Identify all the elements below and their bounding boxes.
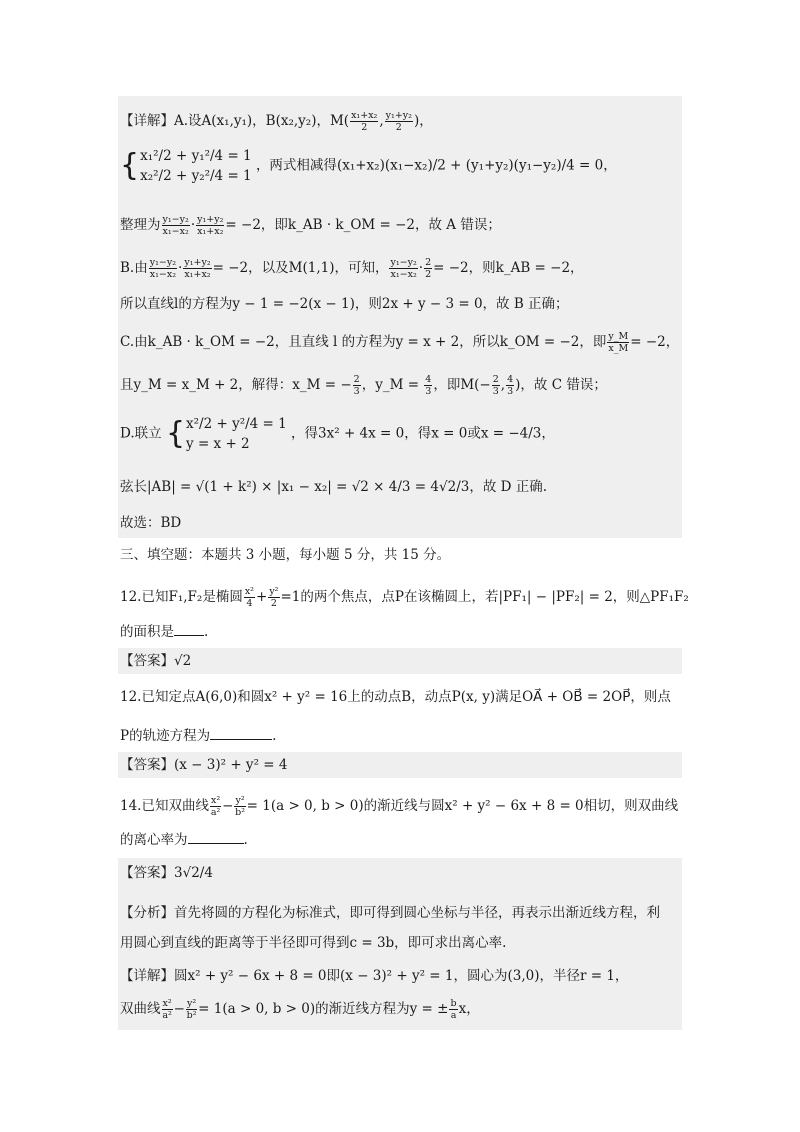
fraction-four-thirds-b: $\frac{4}{3}$ (507, 374, 514, 397)
q14-analysis-line1 (120, 904, 660, 922)
q14-suffix: = 1(a > 0, b > 0)的渐近线与圆x² + y² − 6x + 8 = 0相切，则双曲线 (246, 798, 679, 814)
q14-detail-line2: 双曲线 $\frac{\text{x²}}{\text{a²}}$ − $\frac{\text{y²}}{\text{b²}}$ = 1(a > 0, b > 0)的渐近线方程为y = ± $\frac{b}{a}$ x， (120, 998, 480, 1021)
detail-a-system-line: { x₁²/2 + y₁²/4 = 1 x₂²/2 + y₂²/4 = 1 ，两式相减得(x₁+x₂)(x₁−x₂)/2 + (y₁+y₂)(y₁−y₂)/4 = 0， (120, 148, 617, 184)
fraction-mx: $\frac{\text{x₁+x₂}}{2}$ (351, 110, 378, 133)
q12a-line2-end: . (204, 624, 209, 640)
detail-b-suffix: = −2，则k_AB = −2， (433, 260, 584, 276)
detail-c-line2-end: ，故 C 错误； (520, 377, 607, 393)
q12a-line1: 12.已知F₁,F₂是椭圆 $\frac{\text{x²}}{4}$ + $\frac{\text{y²}}{2}$ =1的两个焦点，点P在该椭圆上，若|PF₁| − |PF₂| = 2，则△PF₁F₂ (120, 586, 689, 609)
detail-b-line1: B.由 $\frac{\text{y₁−y₂}}{\text{x₁−x₂}}$ · $\frac{\text{y₁+y₂}}{\text{x₁+x₂}}$ = −2，以及M(1,1)，可知， $\frac{\text{y₁−y₂}}{\text{x₁−x₂}}$ · $\frac{2}{2}$ = −2，则k_AB = −2， (120, 257, 584, 280)
detail-a-line1: 【详解】A.设A(x₁,y₁)，B(x₂,y₂)，M( $\frac{\text{x₁+x₂}}{2}$ , $\frac{\text{y₁+y₂}}{2}$ )， (120, 110, 433, 133)
system-eq-1: x₁²/2 + y₁²/4 = 1 (140, 148, 252, 164)
q14-answer (120, 864, 213, 882)
detail-c-end: = −2， (630, 334, 680, 350)
equation-system-a (120, 146, 252, 186)
system-d-eq-1: x²/2 + y²/4 = 1 (186, 416, 287, 432)
q12a-suffix: =1的两个焦点，点P在该椭圆上，若|PF₁| − |PF₂| = 2，则△PF₁F₂ (280, 589, 689, 605)
fraction-my: $\frac{\text{y₁+y₂}}{2}$ (385, 110, 412, 133)
system-eq-2: x₂²/2 + y₂²/4 = 1 (140, 168, 252, 184)
detail-text-1: 圆x² + y² − 6x + 8 = 0即(x − 3)² + y² = 1，圆心为(3,0)，半径r = 1， (174, 968, 629, 984)
fraction-sy-sx-b: $\frac{\text{y₁+y₂}}{\text{x₁+x₂}}$ (184, 257, 211, 280)
fraction-two-two: $\frac{2}{2}$ (425, 257, 432, 280)
q12a-prefix: 12.已知F₁,F₂是椭圆 (120, 589, 243, 605)
q12b-answer (120, 756, 287, 774)
answer-blank[interactable] (188, 843, 244, 844)
q14-analysis-line2: 用圆心到直线的距离等于半径即可得到c = 3b，即可求出离心率. (120, 935, 507, 951)
answer-block-12a-background (118, 648, 682, 674)
q12b-line2 (120, 727, 276, 745)
detail-c-line2: 且y_M = x_M + 2，解得：x_M = − $\frac{2}{3}$ ，y_M = $\frac{4}{3}$ ，即M(− $\frac{2}{3}$ , $\frac{4}{3}$ )，故 C 错误； (120, 374, 607, 397)
q14-line2 (120, 831, 248, 849)
detail-a-arrange: 整理为 $\frac{\text{y₁−y₂}}{\text{x₁−x₂}}$ · $\frac{\text{y₁+y₂}}{\text{x₁+x₂}}$ = −2，即k_AB · k_OM = −2，故 A 错误； (120, 214, 501, 237)
detail-line2-prefix: 双曲线 (120, 1001, 161, 1017)
fraction-sy-sx: $\frac{\text{y₁+y₂}}{\text{x₁+x₂}}$ (197, 214, 224, 237)
detail-line2-suffix: = 1(a > 0, b > 0)的渐近线方程为y = ± (198, 1001, 449, 1017)
q12a-answer (120, 652, 191, 670)
fraction-x2-a2: $\frac{\text{x²}}{\text{a²}}$ (210, 795, 221, 818)
answer-label: 【答案】 (120, 757, 174, 773)
analysis-text-1: 首先将圆的方程化为标准式，即可得到圆心坐标与半径，再表示出渐近线方程，利 (174, 905, 660, 921)
q14-prefix: 14.已知双曲线 (120, 798, 209, 814)
fraction-two-thirds-b: $\frac{2}{3}$ (492, 374, 499, 397)
analysis-label: 【分析】 (120, 905, 174, 921)
section-heading: 三、填空题：本题共 3 小题，每小题 5 分，共 15 分。 (120, 547, 451, 563)
fraction-two-thirds: $\frac{2}{3}$ (353, 374, 360, 397)
fraction-dy-dx: $\frac{\text{y₁−y₂}}{\text{x₁−x₂}}$ (162, 214, 189, 237)
fraction-dy-dx-b2: $\frac{\text{y₁−y₂}}{\text{x₁−x₂}}$ (390, 257, 417, 280)
detail-d-prefix: D.联立 (120, 425, 162, 442)
detail-c-line2-prefix: 且y_M = x_M + 2，解得：x_M = − (120, 377, 352, 393)
q12a-line2-text: 的面积是 (120, 624, 174, 640)
detail-b-prefix: B.由 (120, 260, 148, 276)
detail-label: 【详解】 (120, 968, 174, 984)
left-brace-icon: { (165, 416, 186, 451)
fraction-y2-b2: $\frac{\text{y²}}{\text{b²}}$ (235, 795, 245, 818)
detail-c-text: C.由k_AB · k_OM = −2，且直线 l 的方程为y = x + 2，所以k_OM = −2，即 (120, 334, 607, 350)
q12a-line2 (120, 623, 208, 641)
answer-label: 【答案】 (120, 653, 174, 669)
arrange-suffix: = −2，即k_AB · k_OM = −2，故 A 错误； (225, 217, 501, 233)
q14-line2-text: 的离心率为 (120, 832, 188, 848)
detail-b-mid: = −2，以及M(1,1)，可知， (212, 260, 389, 276)
equation-system-d (166, 414, 287, 454)
fraction-ym-xm: $\frac{y\_M}{x\_M}$ (608, 331, 629, 354)
answer-blank[interactable] (210, 739, 272, 740)
detail-d-chord: 弦长|AB| = √(1 + k²) × |x₁ − x₂| = √2 × 4/3 = 4√2/3，故 D 正确. (120, 479, 548, 495)
detail-line2-end: x， (458, 1001, 480, 1017)
subtract-equation: (x₁+x₂)(x₁−x₂)/2 + (y₁+y₂)(y₁−y₂)/4 = 0 (336, 157, 604, 174)
detail-d-system-line (120, 414, 555, 454)
q14-detail-line1 (120, 967, 628, 985)
fraction-dy-dx-b: $\frac{\text{y₁−y₂}}{\text{x₁−x₂}}$ (149, 257, 177, 280)
answer-value: 3√2/4 (174, 865, 213, 881)
answer-label: 【答案】 (120, 865, 174, 881)
detail-b-line2: 所以直线l的方程为y − 1 = −2(x − 1)，则2x + y − 3 = 0，故 B 正确； (120, 296, 569, 312)
answer-value: (x − 3)² + y² = 4 (174, 757, 288, 773)
arrange-prefix: 整理为 (120, 217, 161, 233)
fraction-x2-a2-b: $\frac{\text{x²}}{\text{a²}}$ (162, 998, 172, 1021)
subtract-text: ，两式相减得 (255, 157, 337, 174)
q12b-line2-end: . (272, 728, 277, 744)
detail-d-suffix: ，得3x² + 4x = 0，得x = 0或x = −4/3， (291, 425, 555, 442)
detail-a-label: 【详解】A.设A(x₁,y₁)，B(x₂,y₂)，M( (120, 113, 350, 129)
answer-value: √2 (174, 653, 192, 669)
answer-blank[interactable] (174, 635, 204, 636)
fraction-y2-2: $\frac{\text{y²}}{2}$ (269, 586, 279, 609)
fraction-four-thirds: $\frac{4}{3}$ (425, 374, 432, 397)
detail-d-choice: 故选：BD (120, 515, 182, 531)
q12b-line1: 12.已知定点A(6,0)和圆x² + y² = 16上的动点B，动点P(x, y)满足OA⃗ + OB⃗ = 2OP⃗，则点 (120, 689, 671, 705)
fraction-y2-b2-b: $\frac{\text{y²}}{\text{b²}}$ (186, 998, 197, 1021)
detail-c-line1 (120, 331, 679, 354)
fraction-x2-4: $\frac{\text{x²}}{4}$ (244, 586, 254, 609)
fraction-b-a: $\frac{b}{a}$ (450, 998, 457, 1021)
q14-line1: 14.已知双曲线 $\frac{\text{x²}}{\text{a²}}$ − $\frac{\text{y²}}{\text{b²}}$ = 1(a > 0, b > 0)的渐近线与圆x² + y² − 6x + 8 = 0相切，则双曲线 (120, 795, 679, 818)
system-d-eq-2: y = x + 2 (186, 436, 250, 452)
q14-line2-end: . (243, 832, 248, 848)
q12b-line2-text: P的轨迹方程为 (120, 728, 211, 744)
left-brace-icon: { (120, 148, 140, 183)
